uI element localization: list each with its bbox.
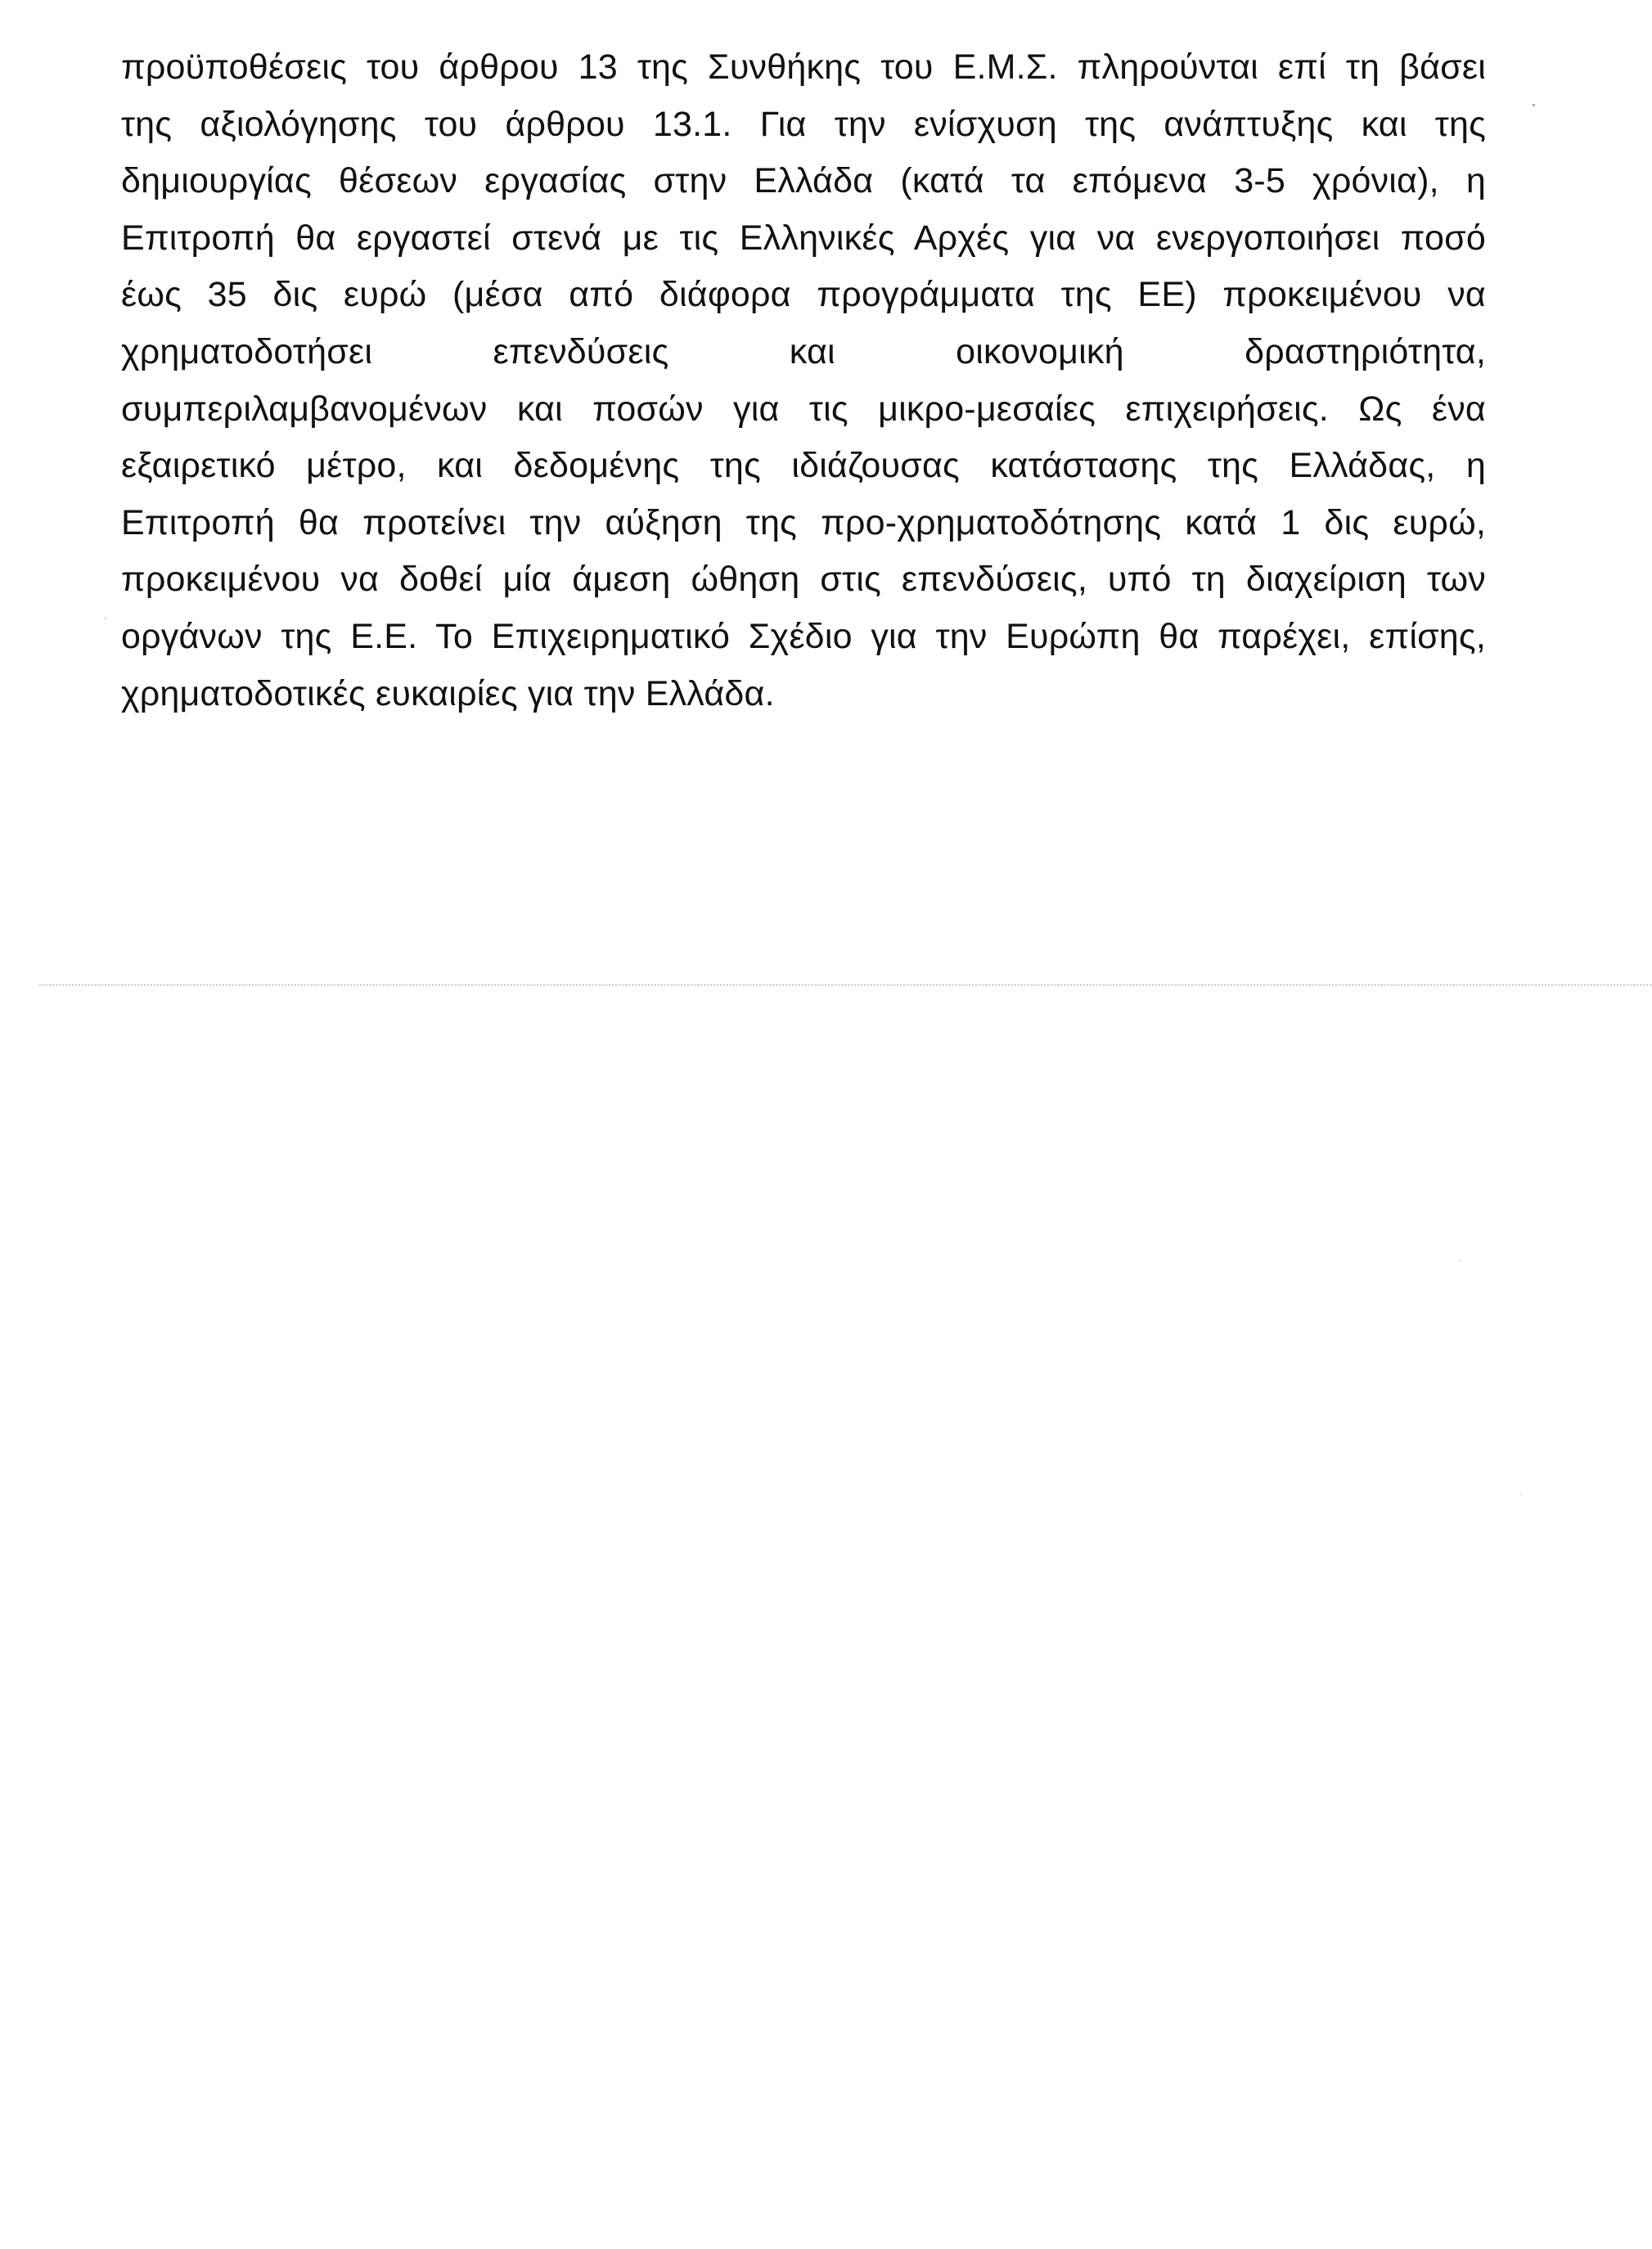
paragraph-line: της αξιολόγησης του άρθρου 13.1. Για την ενίσχυση της ανάπτυξης και της [121, 104, 1486, 144]
scan-speck [1459, 1260, 1461, 1262]
scan-speck [1520, 1494, 1522, 1496]
scan-artifact-line [39, 984, 1651, 986]
paragraph-line: εξαιρετικό μέτρο, και δεδομένης της ιδιάζουσας κατάστασης της Ελλάδας, η [121, 446, 1486, 486]
paragraph-line: δημιουργίας θέσεων εργασίας στην Ελλάδα (κατά τα επόμενα 3-5 χρόνια), η [121, 161, 1486, 201]
paragraph-line: έως 35 δις ευρώ (μέσα από διάφορα προγράμματα της ΕΕ) προκειμένου να [121, 275, 1486, 315]
scan-speck [105, 618, 106, 619]
paragraph-line: χρηματοδοτήσει επενδύσεις και οικονομική δραστηριότητα, [121, 331, 1486, 371]
paragraph-line: χρηματοδοτικές ευκαιρίες για την Ελλάδα. [121, 673, 775, 713]
paragraph-line: συμπεριλαμβανομένων και ποσών για τις μικρο-μεσαίες επιχειρήσεις. Ως ένα [121, 389, 1486, 429]
paragraph [121, 39, 1486, 722]
paragraph-line: Επιτροπή θα προτείνει την αύξηση της προ-χρηματοδότησης κατά 1 δις ευρώ, [121, 502, 1486, 542]
paragraph-line: προκειμένου να δοθεί μία άμεση ώθηση στις επενδύσεις, υπό τη διαχείριση των [121, 560, 1486, 600]
paragraph-line: οργάνων της Ε.Ε. Το Επιχειρηματικό Σχέδιο για την Ευρώπη θα παρέχει, επίσης, [121, 616, 1486, 656]
scan-speck [1533, 104, 1535, 106]
paragraph-line: Επιτροπή θα εργαστεί στενά με τις Ελληνικές Αρχές για να ενεργοποιήσει ποσό [121, 218, 1486, 258]
paragraph-line: προϋποθέσεις του άρθρου 13 της Συνθήκης του Ε.Μ.Σ. πληρούνται επί τη βάσει [121, 47, 1486, 87]
